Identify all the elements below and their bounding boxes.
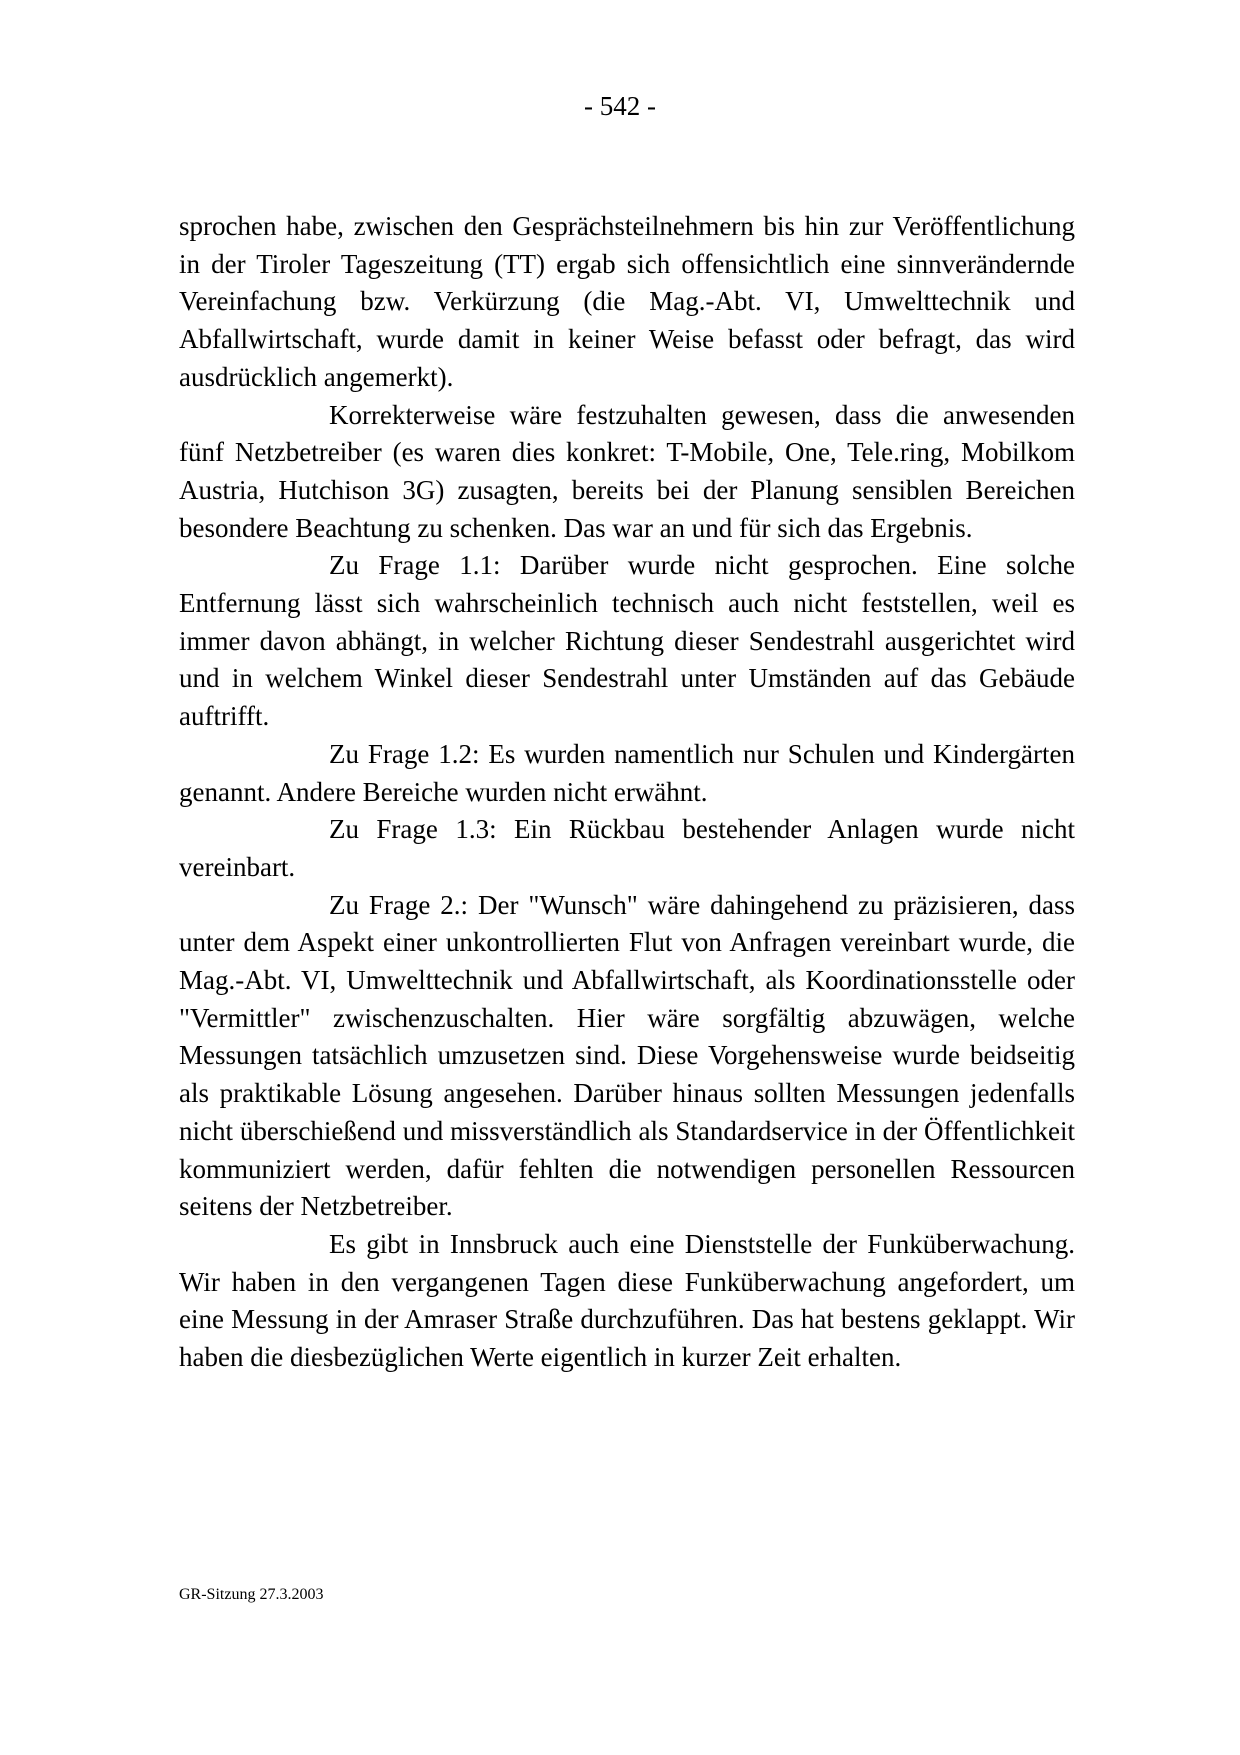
footer-session-label: GR-Sitzung 27.3.2003 (179, 1586, 324, 1603)
page-number: - 542 - (584, 91, 656, 121)
paragraph-continuation: sprochen habe, zwischen den Gesprächsteilnehmern bis hin zur Veröffentlichung in der Tiroler Tageszeitung (TT) ergab sich offensichtlich eine sinnverändernde Vereinfachung bzw. Verkürzung (die Mag.-Abt. VI, Umwelttechnik und Abfallwirtschaft, wurde damit in keiner Weise befasst oder befragt, das wird ausdrücklich angemerkt). (179, 211, 1075, 392)
paragraph-question-1-1: Zu Frage 1.1: Darüber wurde nicht gesprochen. Eine solche Entfernung lässt sich wahrscheinlich technisch auch nicht feststellen, weil es immer davon abhängt, in welcher Richtung dieser Sendestrahl ausgerichtet wird und in welchem Winkel dieser Sendestrahl unter Umständen auf das Gebäude auftrifft. (179, 550, 1075, 732)
paragraph-question-2: Zu Frage 2.: Der "Wunsch" wäre dahingehend zu präzisieren, dass unter dem Aspekt einer unkontrollierten Flut von Anfragen vereinbart wurde, die Mag.-Abt. VI, Umwelttechnik und Abfallwirtschaft, als Koordinationsstelle oder "Vermittler" zwischenzuschalten. Hier wäre sorgfältig abzuwägen, welche Messungen tatsächlich umzusetzen sind. Diese Vorgehensweise wurde beidseitig als praktikable Lösung angesehen. Darüber hinaus sollten Messungen jedenfalls nicht überschießend und missverständlich als Standardservice in der Öffentlichkeit kommuniziert werden, dafür fehlten die notwendigen personellen Ressourcen seitens der Netzbetreiber. (179, 889, 1075, 1222)
paragraph-question-1-3: Zu Frage 1.3: Ein Rückbau bestehender Anlagen wurde nicht vereinbart. (179, 814, 1075, 882)
paragraph-radio-monitoring: Es gibt in Innsbruck auch eine Dienststelle der Funküberwachung. Wir haben in den vergangenen Tagen diese Funküberwachung angefordert, um eine Messung in der Amraser Straße durchzuführen. Das hat bestens geklappt. Wir haben die diesbezüglichen Werte eigentlich in kurzer Zeit erhalten. (179, 1228, 1075, 1373)
paragraph-question-1-2: Zu Frage 1.2: Es wurden namentlich nur Schulen und Kindergärten genannt. Andere Bereiche wurden nicht erwähnt. (179, 738, 1075, 807)
paragraph-correction: Korrekterweise wäre festzuhalten gewesen, dass die anwesenden fünf Netzbetreiber (es waren dies konkret: T-Mobile, One, Tele.ring, Mobilkom Austria, Hutchison 3G) zusagten, bereits bei der Planung sensiblen Bereichen besondere Beachtung zu schenken. Das war an und für sich das Ergebnis. (179, 399, 1075, 543)
body-text (179, 208, 1075, 1377)
